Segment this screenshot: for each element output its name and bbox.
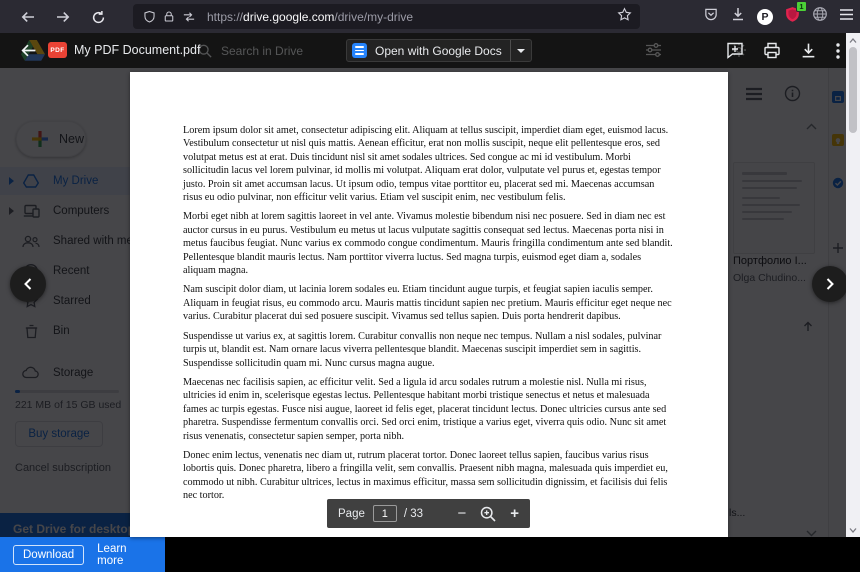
page-label: Page — [338, 507, 365, 520]
browser-scrollbar[interactable] — [846, 33, 860, 537]
learn-more-link[interactable]: Learn more — [97, 543, 127, 567]
zoom-magnifier-button[interactable] — [480, 506, 496, 522]
pocket-icon[interactable] — [703, 7, 719, 27]
browser-forward-button[interactable] — [51, 5, 75, 29]
url-text — [207, 10, 413, 24]
extension-badge-count: 1 — [796, 1, 807, 12]
next-page-button[interactable] — [812, 266, 848, 302]
paragraph: Morbi eget nibh at lorem sagittis laoreet in vel ante. Vivamus molestie bibendum nisi nec posuere. Sed in diam nec est auctor cursus in eu purus. Vestibulum eu metus ut lacus vulputate sagittis consequat sed lectus. Maecenas porta nisi in metus faucibus feugiat. Nunc varius ex commodo congue condimentum. Mauris fringilla condimentum ante sed blandit. Pellentesque blandit mauris lectus. Nam porttitor viverra luctus. Sed magna turpis, euismod eget diam a, sodales aliquam magna. — [183, 211, 673, 277]
url-path: /drive/my-drive — [334, 9, 414, 24]
browser-reload-button[interactable] — [86, 5, 110, 29]
add-comment-button[interactable] — [726, 42, 744, 59]
url-protocol: https:// — [207, 9, 244, 24]
scrollbar-thumb[interactable] — [849, 47, 857, 133]
tracking-protection-shield-icon[interactable] — [143, 10, 156, 24]
magnifier-plus-icon — [480, 506, 496, 522]
pdf-viewer-header — [0, 33, 846, 68]
button-divider — [510, 40, 511, 61]
view-settings-sliders-icon-dimmed — [645, 42, 662, 63]
extension-p-icon[interactable]: P — [757, 9, 773, 25]
globe-icon[interactable] — [812, 6, 828, 27]
menu-hamburger-icon[interactable] — [839, 8, 854, 26]
paragraph: Nam suscipit dolor diam, ut lacinia lorem sodales eu. Etiam tincidunt augue turpis, et feugiat sapien iaculis semper. Aliquam in feugiat risus, eu commodo arcu. Mauris mattis tincidunt sapien nec pretium. Mauris efficitur eget neque nec varius. Curabitur placerat dui sed posuere suscipit. Vivamus sed tellus sapien. Duis porta hendrerit dapibus. — [183, 284, 672, 323]
browser-back-button[interactable] — [16, 5, 40, 29]
downloads-icon[interactable] — [730, 6, 746, 27]
search-placeholder: Search in Drive — [221, 43, 304, 58]
pdf-page — [130, 72, 728, 537]
viewer-action-icons — [726, 33, 840, 68]
drive-search-bar-dimmed — [198, 33, 303, 68]
chevron-down-icon[interactable] — [517, 49, 525, 53]
viewer-back-button[interactable] — [15, 38, 41, 63]
print-button[interactable] — [763, 42, 781, 59]
forward-arrow-icon — [55, 9, 71, 25]
back-arrow-icon — [20, 42, 37, 59]
permissions-icon[interactable] — [182, 11, 196, 23]
more-options-kebab-icon[interactable] — [836, 43, 840, 59]
download-drive-button[interactable]: Download — [13, 545, 84, 565]
privacy-shield-extension-icon[interactable] — [784, 1, 804, 28]
page-navigation-toolbar — [327, 499, 530, 528]
search-icon — [198, 44, 212, 58]
bookmark-star-icon[interactable] — [617, 7, 632, 27]
page-total: / 33 — [403, 507, 424, 520]
paragraph: Lorem ipsum dolor sit amet, consectetur adipiscing elit. Aliquam at tellus suscipit, imperdiet diam eget, euismod lacus. Vestibulum consectetur ut nisl quis mattis. Aenean efficitur, erat non mollis suscipit, neque elit pellentesque eros, sed volutpat metus est at erat. Duis tincidunt nisl sit amet sodales ultrices. Sed congue ac mi id vestibulum. Morbi sollicitudin lacus vel lorem pulvinar, id mollis mi volutpat. Aliquam erat dolor, vulputate vel purus et, egestas tempor justo. Proin sit amet accumsan lacus. Ut ipsum odio, tempus vitae porttitor eu, placerat sed mi. Maecenas accumsan risus eu odio pulvinar, non efficitur velit varius. Etiam vel suscipit enim, nec vestibulum felis. — [183, 125, 669, 204]
chevron-left-icon — [22, 277, 34, 291]
pdf-file-type-badge: PDF — [48, 42, 67, 58]
url-domain: drive.google.com — [243, 9, 335, 24]
chevron-right-icon — [824, 277, 836, 291]
zoom-out-button[interactable]: − — [457, 505, 467, 522]
page-number-input[interactable] — [373, 505, 397, 522]
reload-icon — [91, 10, 106, 25]
paragraph: Suspendisse ut varius ex, at sagittis lorem. Curabitur convallis non neque nec tempus. Nullam a nisl sodales, pulvinar turpis ut, blandit est. Nam ornare lacus viverra pellentesque blandit. Maecenas suscipit imperdiet sem in sagittis. Suspendisse sollicitudin quam mi. Nunc cursus magna augue. — [183, 330, 662, 369]
previous-page-button[interactable] — [10, 266, 46, 302]
paragraph: Donec enim lectus, venenatis nec diam ut, rutrum placerat tortor. Donec laoreet tellus sapien, faucibus varius risus lobortis quis. Donec pharetra, libero a fringilla velit, sem convallis. Praesent nibh magna, malesuada quis imperdiet eu, commodo ut nibh. Curabitur ultrices, lectus in maximus efficitur, massa sem sollicitudin dignissim, et facilisis dui felis nec tortor. — [183, 449, 668, 502]
lock-icon[interactable] — [163, 10, 175, 23]
scrollbar-up-arrow[interactable] — [846, 33, 860, 47]
zoom-in-button[interactable]: + — [510, 505, 519, 522]
scrollbar-down-arrow[interactable] — [846, 523, 860, 537]
url-bar[interactable] — [133, 4, 640, 29]
open-with-google-docs-button[interactable]: Open with Google Docs — [346, 39, 532, 62]
download-button[interactable] — [800, 42, 817, 59]
google-docs-icon — [352, 43, 367, 58]
browser-chrome — [0, 0, 860, 33]
back-arrow-icon — [20, 9, 36, 25]
file-title: My PDF Document.pdf — [74, 43, 201, 57]
chrome-action-icons — [703, 0, 854, 33]
paragraph: Maecenas nec facilisis sapien, ac efficitur velit. Sed a ligula id arcu sodales rutrum a molestie nisl. Nulla mi risus, ultricies id enim in, scelerisque egestas lectus. Pellentesque habitant morbi tristique senectus et netus et malesuada fames ac turpis egestas. Fusce nisi augue, laoreet id felis eget, placerat tincidunt lectus. Donec ultricies cursus ante sed pharetra. Suspendisse fermentum convallis orci. Sed orci enim, tristique a varius eget, viverra quis odio. Nunc sit amet risus venenatis, consectetur sapien semper, porta nibh. — [183, 376, 667, 442]
